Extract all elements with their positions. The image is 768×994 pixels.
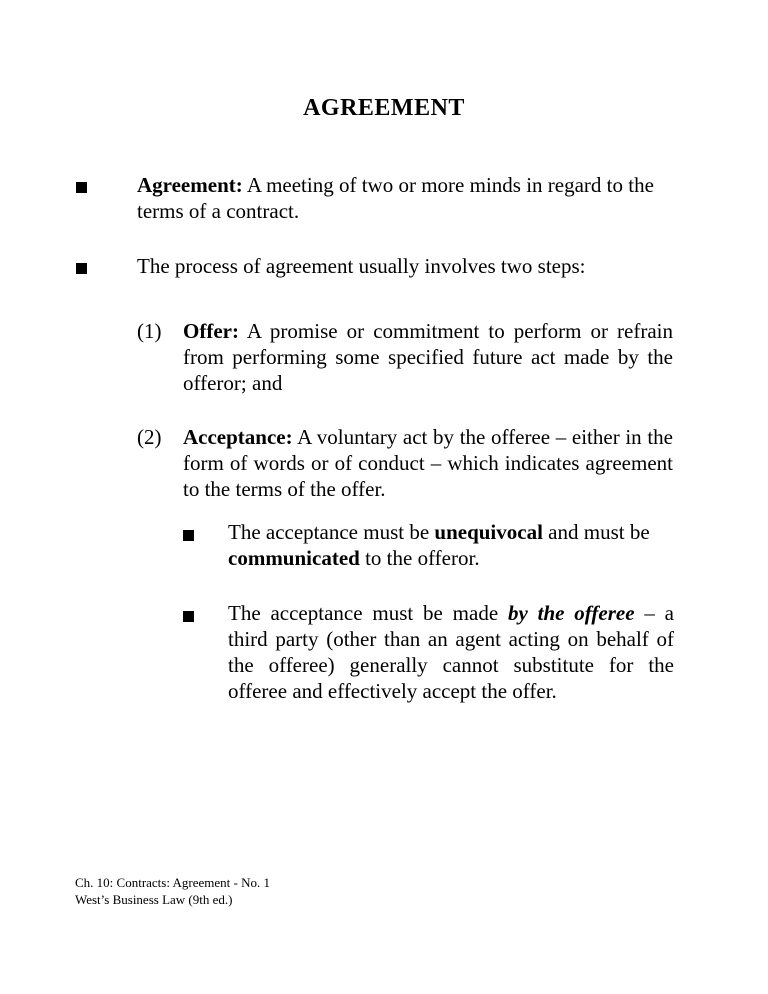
sub1-text-before: The acceptance must be [228,520,435,544]
sub2-text-before: The acceptance must be made [228,601,508,625]
bullet-square-icon [183,530,194,541]
definition-text: A meeting of two or more minds in regard to the terms of a contract. [137,173,654,223]
bullet-square-icon [76,263,87,274]
step-number: (1) [137,319,162,343]
page-footer [75,874,270,908]
page-title: AGREEMENT [303,95,465,121]
step-acceptance [183,424,673,502]
sub2-text-after: – a third party (other than an agent acting on behalf of the offeree) generally cannot substitute for the offeree and effectively accept the offer. [228,601,674,703]
step-offer [183,318,673,396]
bullet-square-icon [76,182,87,193]
step-number: (2) [137,425,162,449]
footer-chapter-line: Ch. 10: Contracts: Agreement - No. 1 [75,875,270,890]
emph-unequivocal: unequivocal [434,520,543,544]
sub1-text-after: to the offeror. [359,546,480,570]
sub-bullet-unequivocal [228,519,683,571]
offer-text: A promise or commitment to perform or refrain from performing some specified future act made by the offeror; and [183,319,673,395]
term-agreement: Agreement: [137,173,243,197]
emph-by-the-offeree: by the offeree [507,601,635,625]
acceptance-text: A voluntary act by the offeree – either in the form of words or of conduct – which indicates agreement to the terms of the offer. [183,425,673,501]
emph-communicated: communicated [228,546,360,570]
bullet-process-steps: The process of agreement usually involves two steps: [137,254,586,278]
sub1-text-middle: and must be [542,520,650,544]
bullet-square-icon [183,611,194,622]
term-acceptance: Acceptance: [183,425,293,449]
footer-source-line: West’s Business Law (9th ed.) [75,892,233,907]
sub-bullet-by-offeree [228,600,674,704]
term-offer: Offer: [183,319,239,343]
bullet-agreement-definition [137,172,677,224]
